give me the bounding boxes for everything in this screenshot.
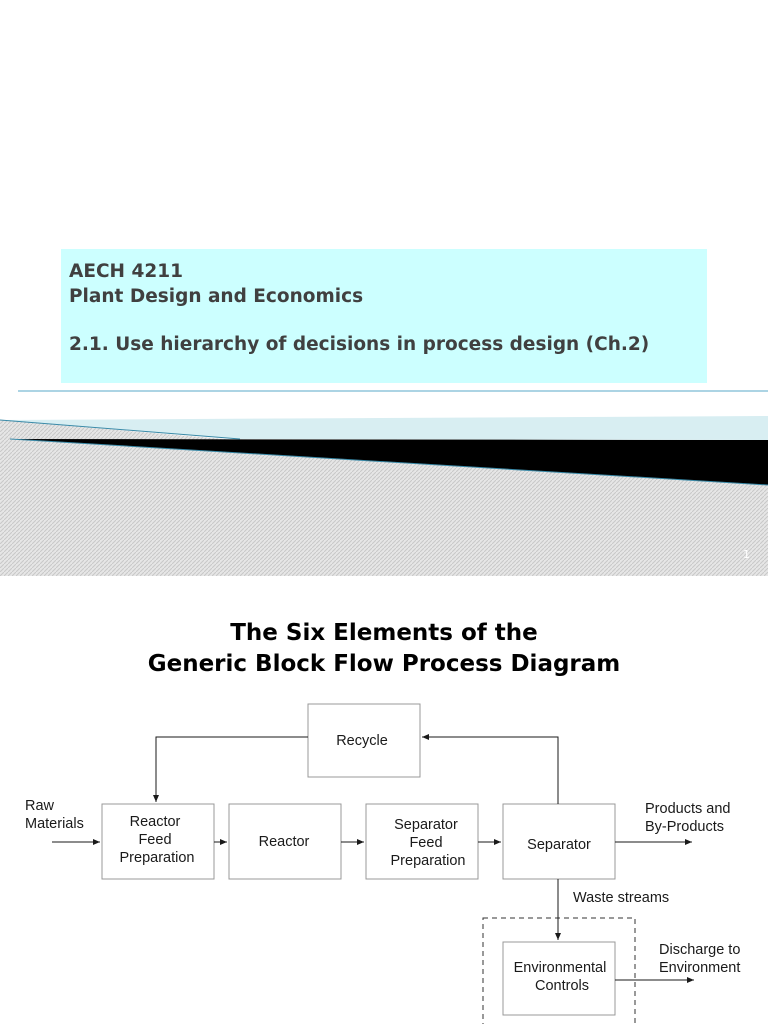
- discharge-label: Discharge to Environment: [659, 942, 741, 976]
- environmental-controls-block: [483, 918, 635, 1024]
- reactor-feed-preparation-block: [102, 804, 214, 879]
- diagram-title-line1: The Six Elements of the: [230, 620, 538, 646]
- course-code: AECH 4211: [69, 261, 183, 282]
- decorative-banner: [0, 380, 768, 576]
- svg-text:Separator: Separator: [527, 837, 591, 853]
- raw-materials-label: Raw Materials: [25, 798, 84, 832]
- recycle-block: [308, 704, 420, 777]
- waste-streams-label: Waste streams: [573, 890, 670, 906]
- svg-text:Separator Feed: Separator Feed Preparation: [390, 817, 466, 869]
- svg-text:Reactor Feed P: Reactor Feed Preparation: [119, 814, 195, 866]
- separator-feed-preparation-block: [366, 804, 478, 879]
- block-flow-diagram: [0, 576, 768, 1024]
- diagram-title-line2: Generic Block Flow Process Diagram: [147, 651, 621, 677]
- separator-block: [503, 804, 615, 879]
- slide-2: [0, 576, 768, 1024]
- svg-text:Environmental Controls: Environmental Controls: [513, 960, 607, 994]
- title-box: [61, 249, 707, 383]
- products-label: Products and By-Products: [645, 801, 731, 835]
- course-name: Plant Design and Economics: [69, 286, 364, 307]
- page-number: 1: [743, 548, 750, 561]
- lecture-topic: 2.1. Use hierarchy of decisions in process design (Ch.2): [69, 334, 650, 355]
- svg-text:Reactor: Reactor: [258, 834, 310, 850]
- svg-text:Recycle: Recycle: [336, 733, 388, 749]
- reactor-block: [229, 804, 341, 879]
